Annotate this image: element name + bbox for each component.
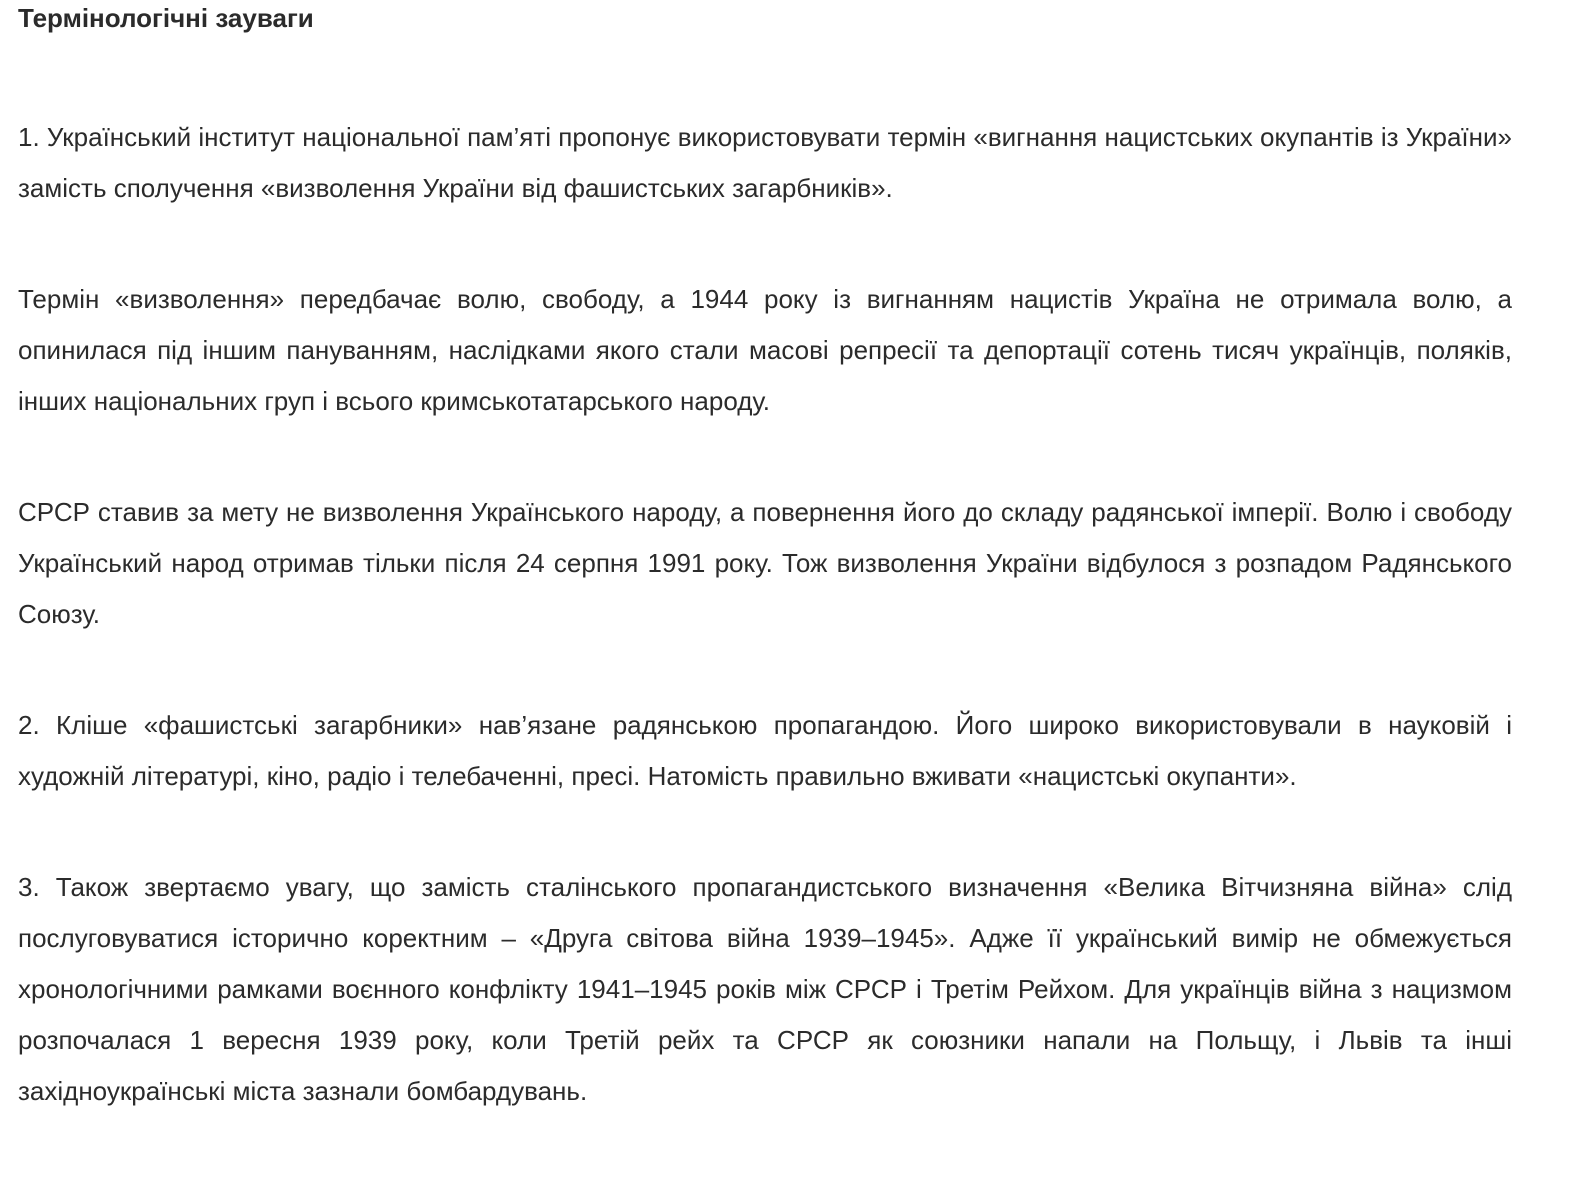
section-heading: Термінологічні зауваги <box>18 3 314 33</box>
paragraph-4: 2. Кліше «фашистські загарбники» нав’язане радянською пропагандою. Його широко використовували в науковій і художній літературі, кіно, радіо і телебаченні, пресі. Натомість правильно вживати «нацистські окупанти». <box>18 710 1512 791</box>
paragraph-1: 1. Український інститут національної пам’яті пропонує використовувати термін «вигнання нацистських окупантів із України» замість сполучення «визволення України від фашистських загарбників». <box>18 122 1512 203</box>
paragraph-3: СРСР ставив за мету не визволення Українського народу, а повернення його до складу радянської імперії. Волю і свободу Український народ отримав тільки після 24 серпня 1991 року. Тож визволення України відбулося з розпадом Радянського Союзу. <box>18 497 1512 629</box>
article-body <box>18 0 1512 1117</box>
paragraph-2: Термін «визволення» передбачає волю, свободу, а 1944 року із вигнанням нацистів Україна не отримала волю, а опинилася під іншим пануванням, наслідками якого стали масові репресії та депортації сотень тисяч українців, поляків, інших національних груп і всього кримськотатарського народу. <box>18 284 1512 416</box>
paragraph-5: 3. Також звертаємо увагу, що замість сталінського пропагандистського визначення «Велика Вітчизняна війна» слід послуговуватися історично коректним – «Друга світова війна 1939–1945». Адже її український вимір не обмежується хронологічними рамками воєнного конфлікту 1941–1945 років між СРСР і Третім Рейхом. Для українців війна з нацизмом розпочалася 1 вересня 1939 року, коли Третій рейх та СРСР як союзники напали на Польщу, і Львів та інші західноукраїнські міста зазнали бомбардувань. <box>18 872 1512 1106</box>
